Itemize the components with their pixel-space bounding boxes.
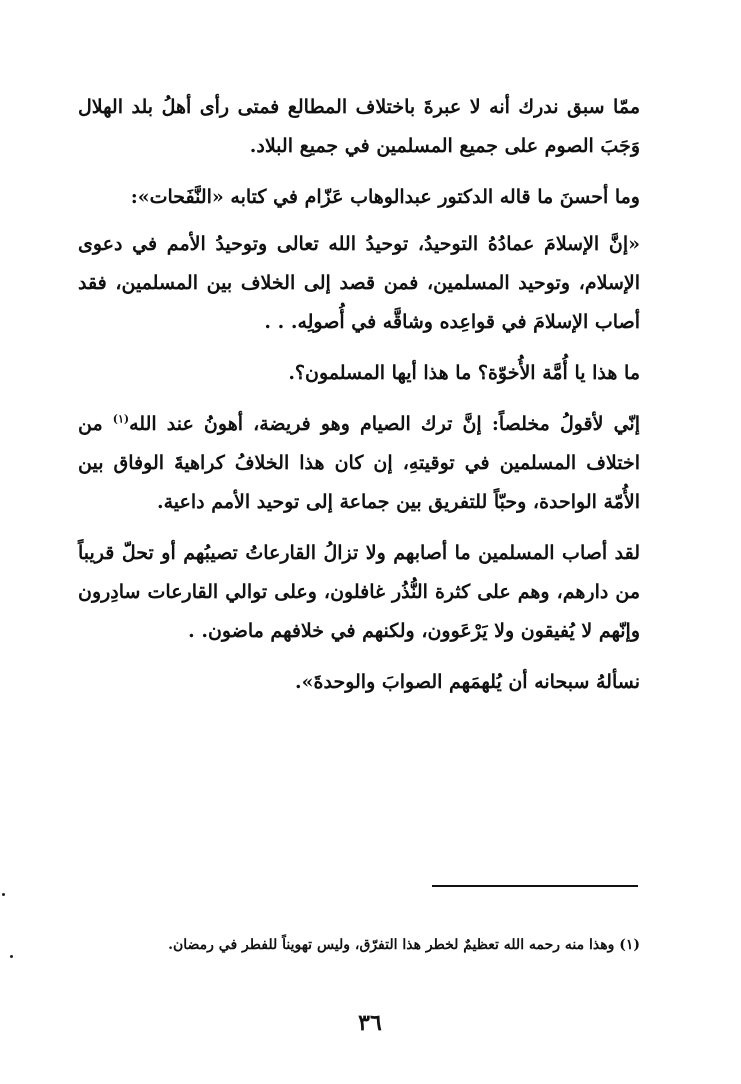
page-number: ٣٦ <box>358 1010 382 1036</box>
quote-paragraph-3-start: إنّي لأقولُ مخلصاً: إنَّ ترك الصيام وهو فريضة، أهونُ عند الله <box>129 413 640 435</box>
scan-speck-2 <box>10 955 13 958</box>
quote-paragraph-2: ما هذا يا أُمَّة الأُخوّة؟ ما هذا أيها المسلمون؟. <box>288 362 640 384</box>
quote-paragraph-3 <box>78 405 640 522</box>
footnote: (١) وهذا منه رحمه الله تعظيمٌ لخطر هذا التفرّق، وليس تهويناً للفطر في رمضان. <box>168 937 640 953</box>
main-text <box>78 88 640 714</box>
scan-speck-1 <box>2 893 5 896</box>
footnote-divider <box>432 885 638 887</box>
quote-paragraph-5: نسألهُ سبحانه أن يُلهمَهم الصوابَ والوحدةَ». <box>295 671 640 693</box>
paragraph-1: ممّا سبق ندرك أنه لا عبرةَ باختلاف المطالع فمتى رأى أهلُ بلد الهلال وَجَبَ الصوم على جميع المسلمين في جميع البلاد. <box>78 96 640 157</box>
paragraph-2: وما أحسنَ ما قاله الدكتور عبدالوهاب عَزّام في كتابه «النَّفَحات»: <box>130 186 640 208</box>
quote-paragraph-1: «إنَّ الإسلامَ عمادُهُ التوحيدُ، توحيدُ الله تعالى وتوحيدُ الأمم في دعوى الإسلام، وتوحيد المسلمين، فمن قصد إلى الخلاف بين المسلمين، فقد أصاب الإسلامَ في قواعِده وشاقَّه في أُصولِه. . . <box>78 233 640 333</box>
quote-paragraph-4: لقد أصاب المسلمين ما أصابهم ولا تزالُ القارعاتُ تصيبُهم أو تحلّ قريباً من دارهم، وهم على كثرة النُّذُر غافلون، وعلى توالي القارعات سادِرون وإنّهم لا يُفيقون ولا يَرْعَوون، ولكنهم في خلافهم ماضون. . <box>78 542 640 642</box>
footnote-marker[interactable]: (١) <box>112 412 130 426</box>
quote-paragraph-3-rest: من اختلاف المسلمين في توقيتهِ، إن كان هذا الخلافُ كراهيةَ الوفاق بين الأُمّة الواحدة، وحبّاً للتفريق بين جماعة إلى توحيد الأمم داعية. <box>78 413 640 513</box>
